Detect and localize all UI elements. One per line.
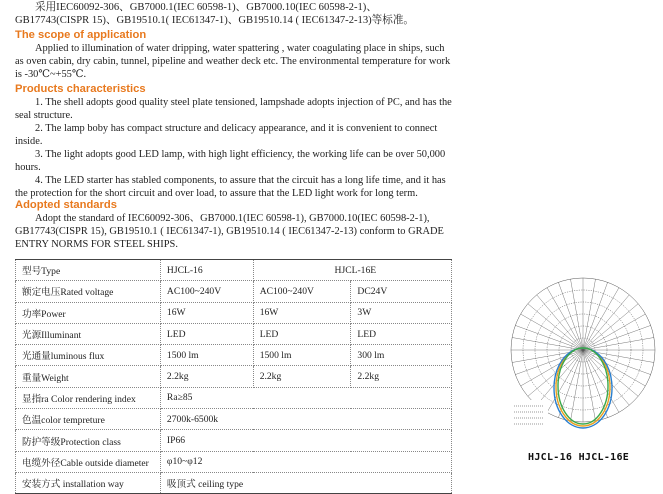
row-label: 光源Illuminant	[16, 323, 161, 344]
characteristic-item-3: 3. The light adopts good LED lamp, with high light efficiency, the working life can be over 50,000 hours.	[15, 149, 446, 174]
cell-value: 1500 lm	[160, 345, 253, 366]
row-label: 功率Power	[16, 302, 161, 323]
row-label: 防护等级Protection class	[16, 430, 161, 451]
cell-value: AC100~240V	[160, 281, 253, 302]
row-label: 电缆外径Cable outside diameter	[16, 451, 161, 472]
cell-value: Ra≥85	[160, 387, 451, 408]
cell-value: DC24V	[351, 281, 452, 302]
row-label: 光通量luminous flux	[16, 345, 161, 366]
legend-box	[510, 400, 548, 432]
row-label: 显指ra Color rendering index	[16, 387, 161, 408]
table-row	[16, 260, 452, 281]
characteristic-item-4: 4. The LED starter has stabled components, to assure that the circuit has a long life time, and it has the protection for the short circuit and over load, to assure that the LED light work for long term.	[15, 175, 446, 200]
model-a: HJCL-16	[160, 260, 253, 281]
cell-value: 2.2kg	[253, 366, 351, 387]
spec-table	[15, 259, 452, 494]
cell-value: 3W	[351, 302, 452, 323]
cell-value: 1500 lm	[253, 345, 351, 366]
cell-value: LED	[351, 323, 452, 344]
table-row	[16, 366, 452, 387]
scope-paragraph: Applied to illumination of water dripping, water spattering , water coagulating place in ships, such as oven cabin, dry cabin, tunnel, pipeline and weather deck etc. The environmental temperature for work is -30℃~+55℃.	[15, 43, 451, 81]
table-row	[16, 302, 452, 323]
table-row	[16, 281, 452, 302]
row-label: 安装方式 installation way	[16, 472, 161, 493]
diagram-legend	[510, 400, 548, 432]
diagram-caption: HJCL-16 HJCL-16E	[528, 452, 630, 463]
cell-value: 吸顶式 ceiling type	[160, 472, 451, 493]
table-row	[16, 451, 452, 472]
cell-value: 16W	[253, 302, 351, 323]
cell-value: 2.2kg	[160, 366, 253, 387]
characteristic-item-1: 1. The shell adopts good quality steel plate tensioned, lampshade adopts injection of PC, and has the seal structure.	[15, 97, 452, 122]
model-b: HJCL-16E	[253, 260, 451, 281]
cell-value: 16W	[160, 302, 253, 323]
cell-value: AC100~240V	[253, 281, 351, 302]
characteristics-heading: Products characteristics	[15, 83, 146, 95]
table-row	[16, 345, 452, 366]
cell-value: 2.2kg	[351, 366, 452, 387]
cell-value: LED	[160, 323, 253, 344]
table-row	[16, 323, 452, 344]
table-row	[16, 387, 452, 408]
table-row	[16, 430, 452, 451]
row-label: 色温color tempreture	[16, 409, 161, 430]
row-label: 重量Weight	[16, 366, 161, 387]
row-label: 额定电压Rated voltage	[16, 281, 161, 302]
light-distribution-diagram	[508, 262, 658, 447]
cell-value: 2700k-6500k	[160, 409, 451, 430]
scope-heading: The scope of application	[15, 29, 147, 41]
table-row	[16, 409, 452, 430]
cell-value: 300 lm	[351, 345, 452, 366]
type-label: 型号Type	[16, 260, 161, 281]
cell-value: LED	[253, 323, 351, 344]
characteristic-item-2: 2. The lamp boby has compact structure and delicacy appearance, and it is convenient to connect inside.	[15, 123, 438, 148]
cell-value: IP66	[160, 430, 451, 451]
table-row	[16, 472, 452, 493]
cell-value: φ10~φ12	[160, 451, 451, 472]
intro-paragraph: 采用IEC60092-306、GB7000.1(IEC 60598-1)、GB7000.10(IEC 60598-2-1)、GB17743(CISPR 15)、GB19510.1( IEC61347-1)、GB19510.14 ( IEC61347-2-13)等标准。	[15, 2, 415, 26]
standards-paragraph: Adopt the standard of IEC60092-306、GB7000.1(IEC 60598-1), GB7000.10(IEC 60598-2-1), GB17743(CISPR 15), GB19510.1 ( IEC61347-1), GB19510.14 ( IEC61347-2-13) conform to GRADE ENTRY NORMS FOR STEEL SHIPS.	[15, 213, 444, 251]
standards-heading: Adopted standards	[15, 199, 117, 211]
